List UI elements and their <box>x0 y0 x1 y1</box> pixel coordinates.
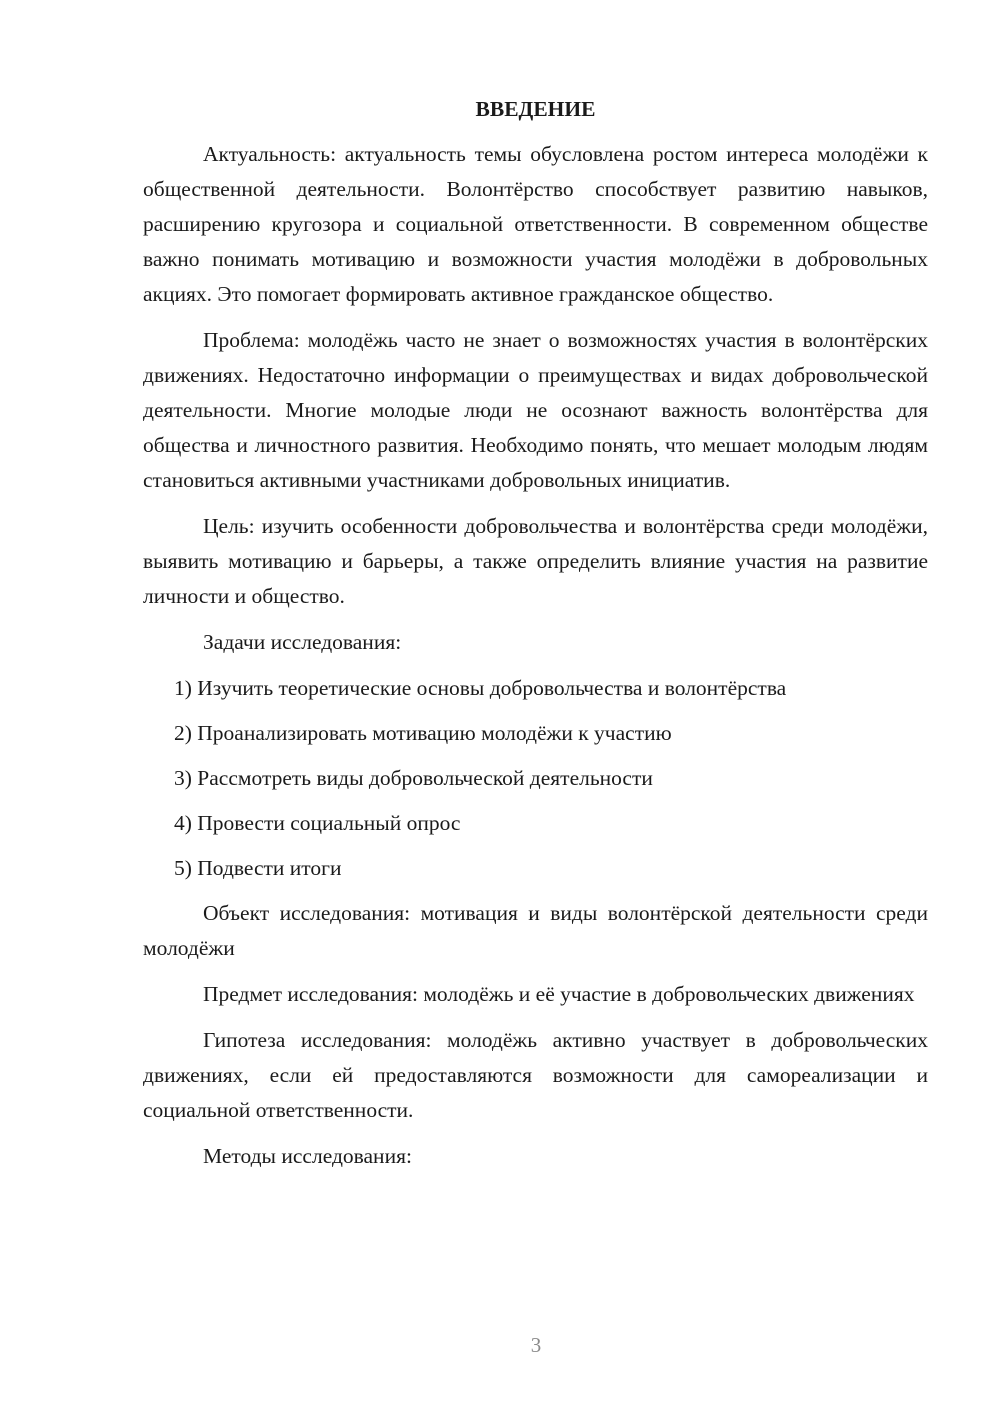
list-item: 4) Провести социальный опрос <box>174 811 461 835</box>
paragraph-problem: Проблема: молодёжь часто не знает о возможностях участия в волонтёрских движениях. Недостаточно информации о преимуществах и видах добровольческой деятельности. Многие молодые люди не осознают важность волонтёрства для общества и личностного развития. Необходимо понять, что мешает молодым людям становиться активными участниками добровольных инициатив. <box>143 328 928 492</box>
paragraph-goal: Цель: изучить особенности добровольчества и волонтёрства среди молодёжи, выявить мотивацию и барьеры, а также определить влияние участия на развитие личности и общество. <box>143 514 928 608</box>
page-title: ВВЕДЕНИЕ <box>475 97 596 121</box>
paragraph-subject: Предмет исследования: молодёжь и её участие в добровольческих движениях <box>203 982 915 1006</box>
methods-heading: Методы исследования: <box>203 1144 412 1168</box>
list-item: 5) Подвести итоги <box>174 856 342 880</box>
document-page <box>143 92 928 1185</box>
paragraph-hypothesis: Гипотеза исследования: молодёжь активно участвует в добровольческих движениях, если ей предоставляются возможности для самореализации и социальной ответственности. <box>143 1028 928 1122</box>
paragraph-object: Объект исследования: мотивация и виды волонтёрской деятельности среди молодёжи <box>143 901 928 960</box>
page-number: 3 <box>530 1333 542 1357</box>
list-item: 1) Изучить теоретические основы добровольчества и волонтёрства <box>174 676 787 700</box>
list-item: 2) Проанализировать мотивацию молодёжи к участию <box>174 721 672 745</box>
tasks-heading: Задачи исследования: <box>203 630 402 654</box>
paragraph-relevance: Актуальность: актуальность темы обусловлена ростом интереса молодёжи к общественной деятельности. Волонтёрство способствует развитию навыков, расширению кругозора и социальной ответственности. В современном обществе важно понимать мотивацию и возможности участия молодёжи в добровольных акциях. Это помогает формировать активное гражданское общество. <box>143 142 928 306</box>
list-item: 3) Рассмотреть виды добровольческой деятельности <box>174 766 653 790</box>
